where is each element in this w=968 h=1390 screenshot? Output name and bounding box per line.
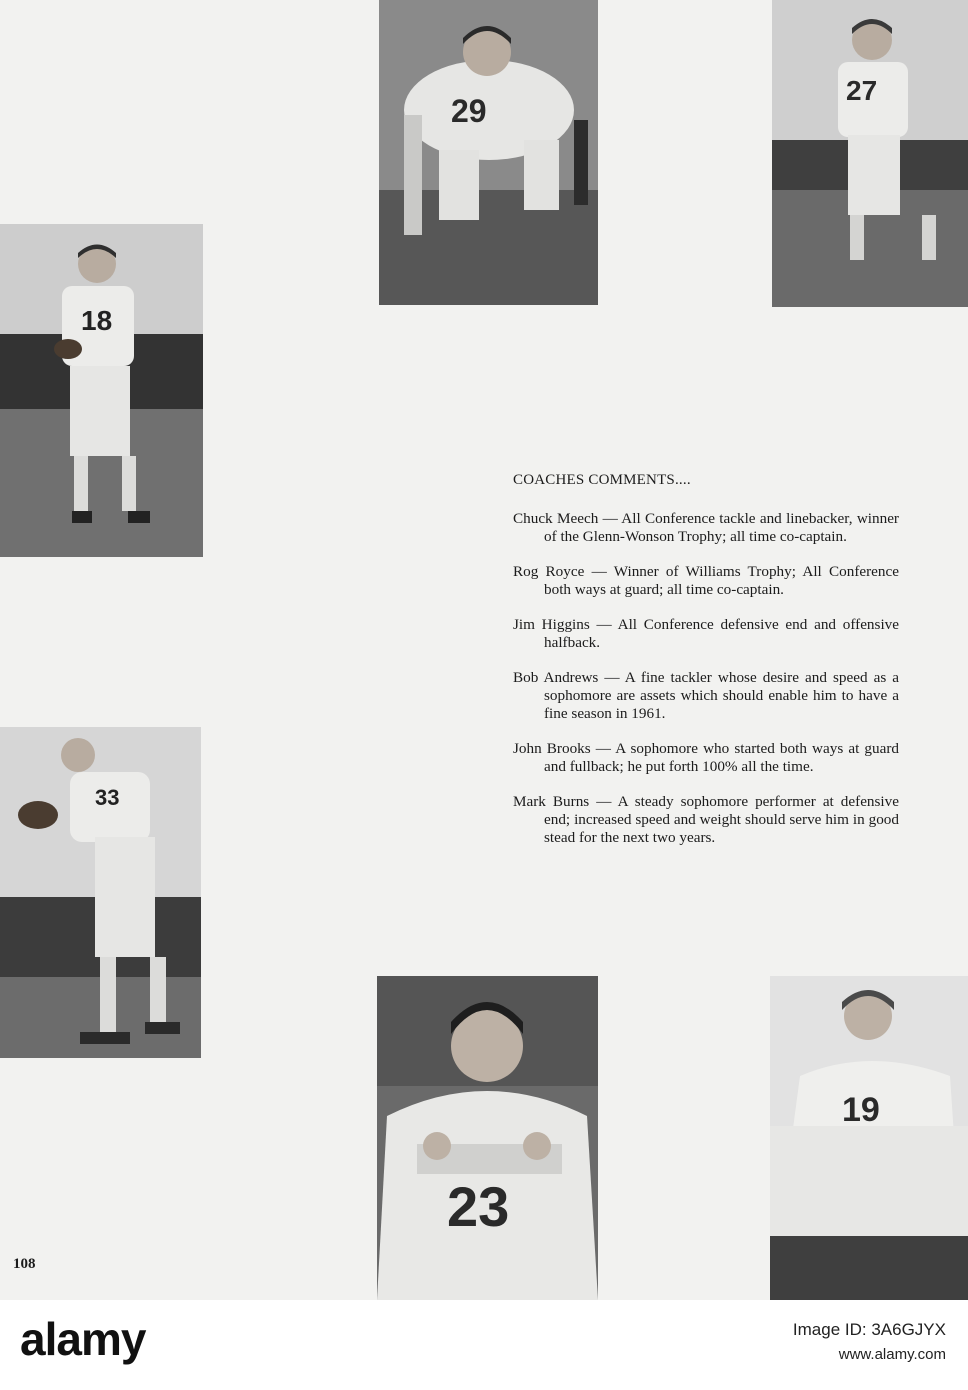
comment-entry: Jim Higgins — All Conference defensive end and offensive halfback.	[513, 616, 899, 651]
jersey-number: 23	[447, 1175, 510, 1238]
comment-entry: Chuck Meech — All Conference tackle and linebacker, winner of the Glenn-Wonson Trophy; all time co-captain.	[513, 510, 899, 545]
coaches-comments	[513, 471, 899, 864]
player-photo-33	[0, 727, 201, 1058]
image-id: Image ID: 3A6GJYX	[792, 1320, 946, 1339]
player-photo-27	[772, 0, 968, 307]
player-photo-18-image	[0, 224, 203, 557]
alamy-logo: alamy	[20, 1313, 146, 1365]
player-photo-19	[770, 976, 968, 1300]
watermark-footer	[0, 1300, 968, 1390]
player-photo-29-image	[379, 0, 598, 305]
comments-heading: COACHES COMMENTS....	[513, 472, 691, 488]
player-photo-29	[379, 0, 598, 305]
site-url: www.alamy.com	[838, 1346, 946, 1363]
player-photo-33-image	[0, 727, 201, 1058]
comment-entry: Bob Andrews — A fine tackler whose desire and speed as a sophomore are assets which should enable him to have a fine season in 1961.	[513, 669, 899, 722]
jersey-number: 19	[842, 1091, 880, 1129]
player-photo-18	[0, 224, 203, 557]
player-photo-23	[377, 976, 598, 1300]
player-photo-27-image	[772, 0, 968, 307]
comment-entry: John Brooks — A sophomore who started both ways at guard and fullback; he put forth 100% all the time.	[513, 740, 899, 775]
jersey-number: 27	[846, 75, 878, 106]
jersey-number: 29	[451, 93, 487, 129]
jersey-number: 33	[95, 785, 120, 810]
comment-entry: Rog Royce — Winner of Williams Trophy; All Conference both ways at guard; all time co-captain.	[513, 563, 899, 598]
comment-entry: Mark Burns — A steady sophomore performer at defensive end; increased speed and weight should serve him in good stead for the next two years.	[513, 793, 899, 846]
player-photo-19-image	[770, 976, 968, 1300]
player-photo-23-image	[377, 976, 598, 1300]
page-number: 108	[13, 1256, 36, 1272]
jersey-number: 18	[81, 305, 113, 336]
